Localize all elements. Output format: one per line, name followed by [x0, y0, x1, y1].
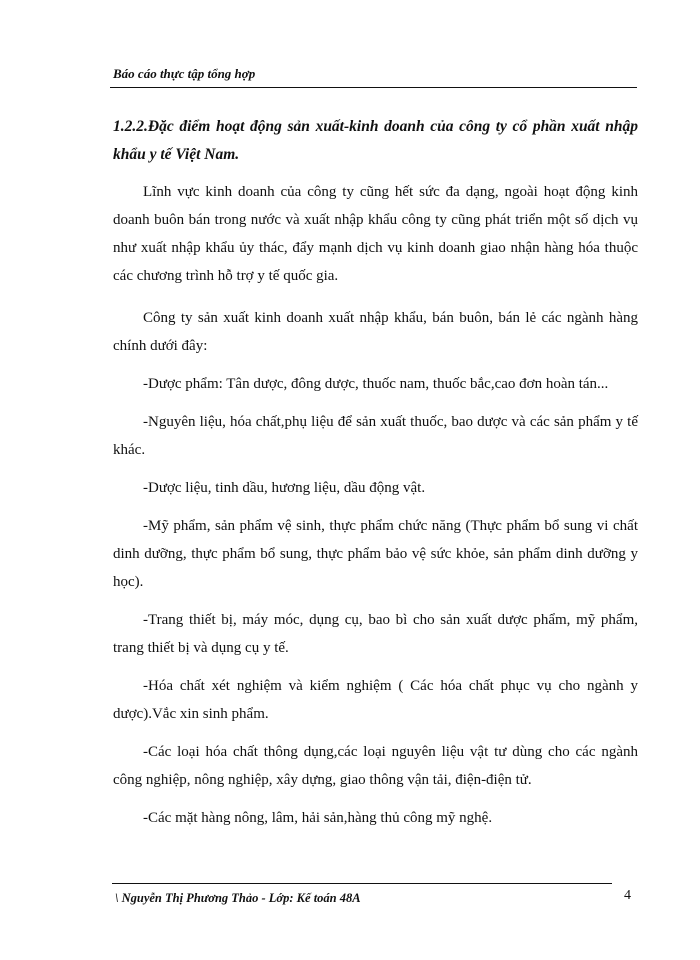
list-item: -Hóa chất xét nghiệm và kiểm nghiệm ( Các hóa chất phục vụ cho ngành y dược).Vắc xin sinh phẩm. [113, 678, 638, 722]
footer-author: \ Nguyễn Thị Phương Thảo - Lớp: Kế toán 48A [115, 891, 361, 905]
header-rule [110, 87, 637, 88]
section-heading: 1.2.2.Đặc điểm hoạt động sản xuất-kinh doanh của công ty cổ phần xuất nhập khẩu y tế Việt Nam. [113, 118, 638, 163]
list-item: -Các loại hóa chất thông dụng,các loại nguyên liệu vật tư dùng cho các ngành công nghiệp, nông nghiệp, xây dựng, giao thông vận tải, điện-điện tử. [113, 744, 638, 788]
list-item: -Mỹ phẩm, sản phẩm vệ sinh, thực phẩm chức năng (Thực phẩm bổ sung vi chất dinh dưỡng, thực phẩm bổ sung, thực phẩm bảo vệ sức khỏe, sản phẩm dinh dưỡng y học). [113, 518, 638, 590]
list-item: -Dược phẩm: Tân dược, đông dược, thuốc nam, thuốc bắc,cao đơn hoàn tán... [143, 376, 609, 392]
list-item: -Các mặt hàng nông, lâm, hải sản,hàng thủ công mỹ nghệ. [143, 810, 493, 826]
paragraph: Công ty sản xuất kinh doanh xuất nhập khẩu, bán buôn, bán lẻ các ngành hàng chính dưới đây: [113, 310, 638, 354]
list-item: -Trang thiết bị, máy móc, dụng cụ, bao bì cho sản xuất dược phẩm, mỹ phẩm, trang thiết bị và dụng cụ y tế. [113, 612, 638, 656]
paragraph: Lĩnh vực kinh doanh của công ty cũng hết sức đa dạng, ngoài hoạt động kinh doanh buôn bán trong nước và xuất nhập khẩu công ty cũng phát triển một số dịch vụ như xuất nhập khẩu ủy thác, đẩy mạnh dịch vụ kinh doanh giao nhận hàng hóa thuộc các chương trình hỗ trợ y tế quốc gia. [113, 184, 638, 284]
footer-rule [112, 883, 612, 884]
header-title: Báo cáo thực tập tổng hợp [113, 66, 256, 81]
page-number: 4 [624, 888, 631, 903]
body-text [113, 178, 638, 832]
list-item: -Dược liệu, tinh dầu, hương liệu, dầu động vật. [143, 480, 426, 496]
list-item: -Nguyên liệu, hóa chất,phụ liệu để sản xuất thuốc, bao dược và các sản phẩm y tế khác. [113, 414, 638, 458]
